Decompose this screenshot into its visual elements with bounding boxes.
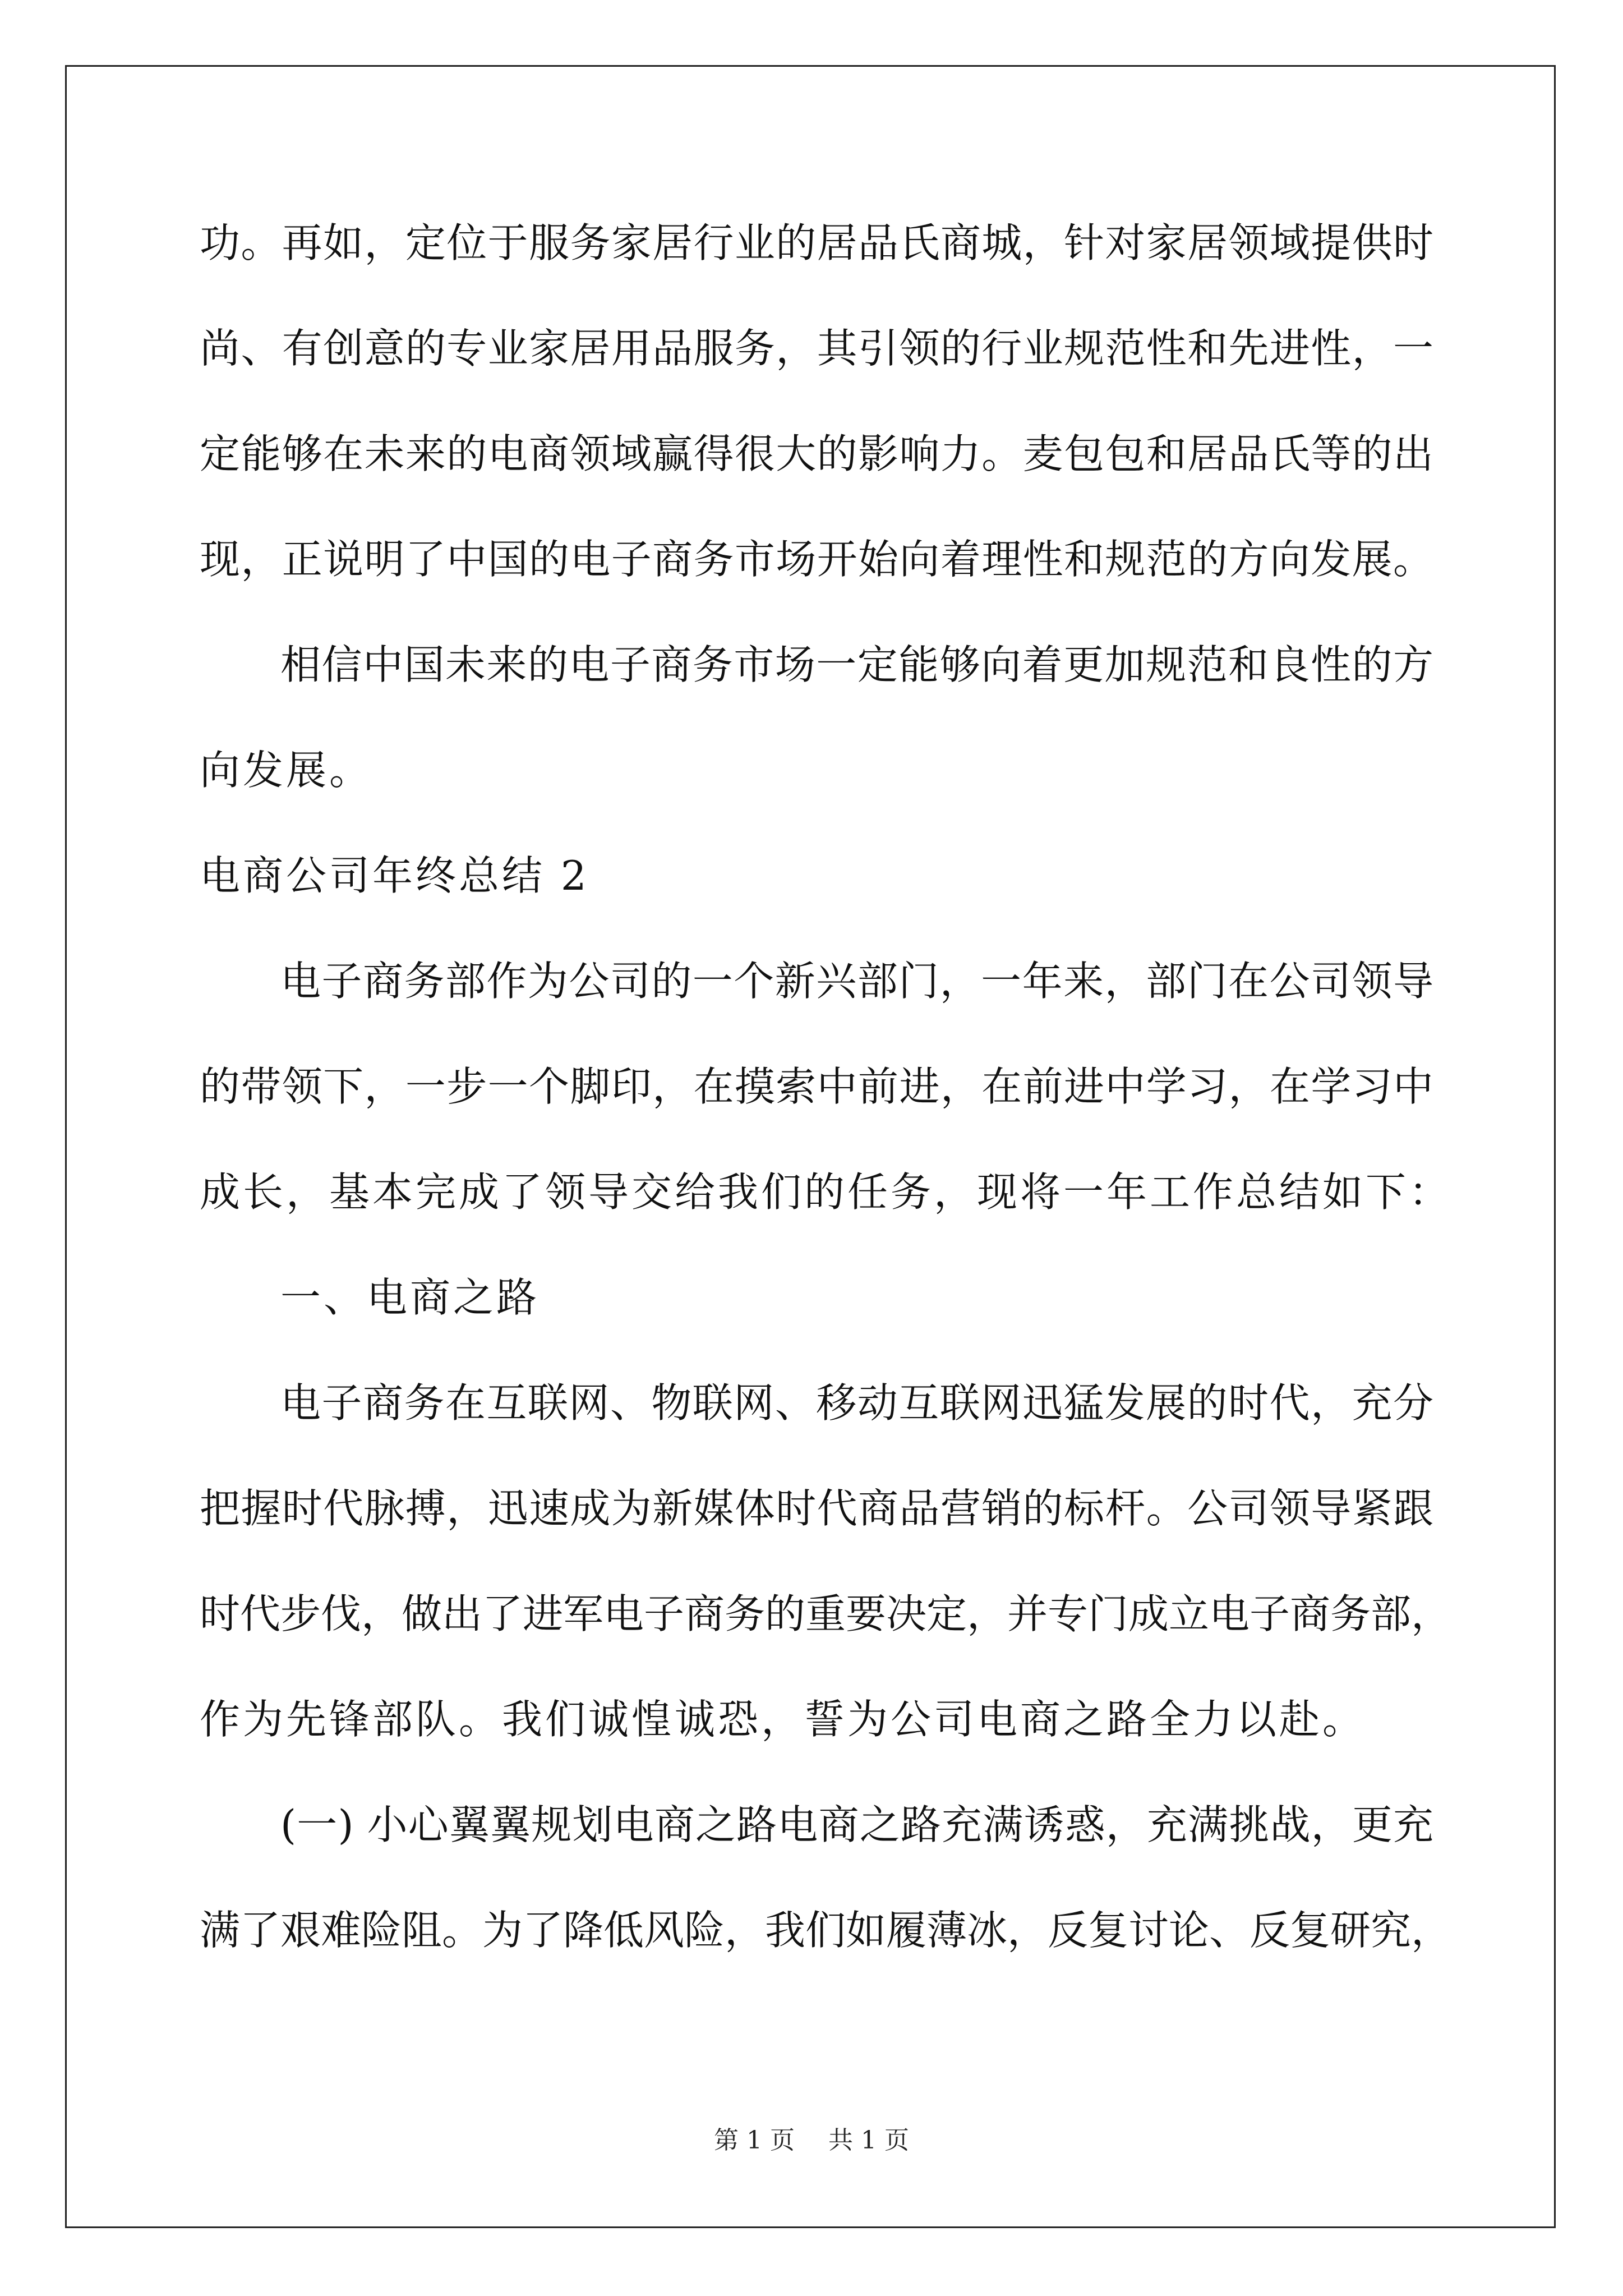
page-number-total: 共 1 页 xyxy=(828,2126,909,2155)
page-footer xyxy=(0,2125,1623,2156)
subsection-title: 一、电商之路 xyxy=(280,1274,540,1321)
paragraph-line: 尚、有创意的专业家居用品服务，其引领的行业规范性和先进性，一 xyxy=(200,325,1433,372)
section-heading: 电商公司年终总结 2 xyxy=(200,852,589,899)
paragraph-line: 相信中国未来的电子商务市场一定能够向着更加规范和良性的方 xyxy=(280,641,1433,688)
paragraph-line: 定能够在未来的电商领域赢得很大的影响力。麦包包和居品氏等的出 xyxy=(200,430,1433,477)
paragraph-line: 满了艰难险阻。为了降低风险，我们如履薄冰，反复讨论、反复研究， xyxy=(200,1907,1452,1954)
paragraph-line: (一) 小心翼翼规划电商之路电商之路充满诱惑，充满挑战，更充 xyxy=(280,1801,1433,1848)
paragraph-line: 把握时代脉搏，迅速成为新媒体时代商品营销的标杆。公司领导紧跟 xyxy=(200,1485,1433,1532)
paragraph-line: 功。再如，定位于服务家居行业的居品氏商城，针对家居领域提供时 xyxy=(200,219,1433,266)
paragraph-line: 向发展。 xyxy=(200,747,373,794)
paragraph-line: 的带领下，一步一个脚印，在摸索中前进，在前进中学习，在学习中 xyxy=(200,1063,1433,1110)
page-number-current: 第 1 页 xyxy=(714,2126,795,2155)
paragraph-line: 成长，基本完成了领导交给我们的任务，现将一年工作总结如下： xyxy=(200,1168,1453,1216)
paragraph-line: 现，正说明了中国的电子商务市场开始向着理性和规范的方向发展。 xyxy=(200,536,1433,583)
paragraph-line: 作为先锋部队。我们诚惶诚恐，誓为公司电商之路全力以赴。 xyxy=(200,1696,1366,1743)
paragraph-line: 电子商务部作为公司的一个新兴部门，一年来，部门在公司领导 xyxy=(280,958,1433,1005)
paragraph-line: 时代步伐，做出了进军电子商务的重要决定，并专门成立电子商务部， xyxy=(200,1590,1452,1637)
paragraph-line: 电子商务在互联网、物联网、移动互联网迅猛发展的时代，充分 xyxy=(280,1379,1433,1427)
